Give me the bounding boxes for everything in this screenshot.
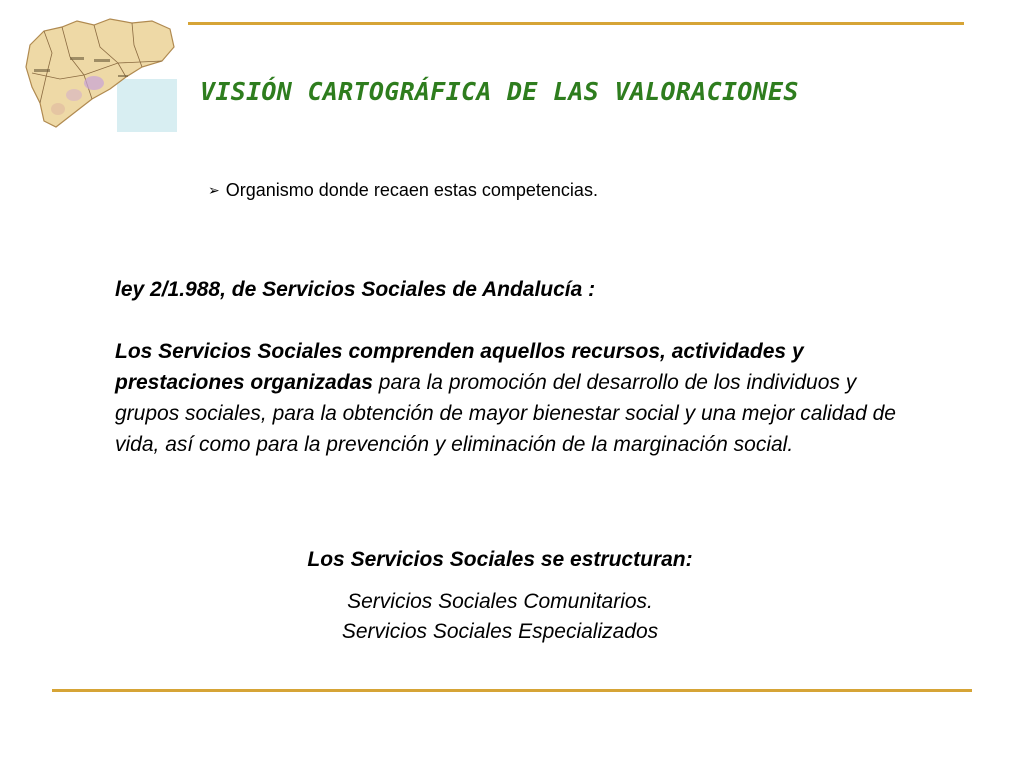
bullet-item — [208, 180, 598, 201]
structure-item: Servicios Sociales Comunitarios. — [347, 590, 653, 613]
province-map-thumbnail — [22, 17, 177, 132]
bullet-text: Organismo donde recaen estas competencias. — [225, 180, 598, 200]
law-block — [115, 274, 905, 460]
law-paragraph-bold: Los Servicios Sociales comprenden aquellos recursos, actividades y prestaciones organizadas — [115, 340, 804, 394]
bottom-divider — [52, 689, 972, 692]
structure-item: Servicios Sociales Especializados — [341, 620, 659, 643]
law-paragraph — [115, 336, 905, 460]
arrow-bullet-icon: ➢ — [208, 182, 220, 198]
structure-block — [0, 545, 1000, 647]
top-divider — [188, 22, 964, 25]
law-paragraph-rest: para la promoción del desarrollo de los individuos y grupos sociales, para la obtención de mayor bienestar social y una mejor calidad de vida, así como para la prevención y eliminación de la marginación social. — [115, 371, 896, 456]
law-title: ley 2/1.988, de Servicios Sociales de Andalucía : — [115, 278, 596, 301]
map-icon — [22, 17, 177, 132]
page-title: VISIÓN CARTOGRÁFICA DE LAS VALORACIONES — [200, 77, 799, 106]
structure-heading: Los Servicios Sociales se estructuran: — [307, 548, 693, 571]
